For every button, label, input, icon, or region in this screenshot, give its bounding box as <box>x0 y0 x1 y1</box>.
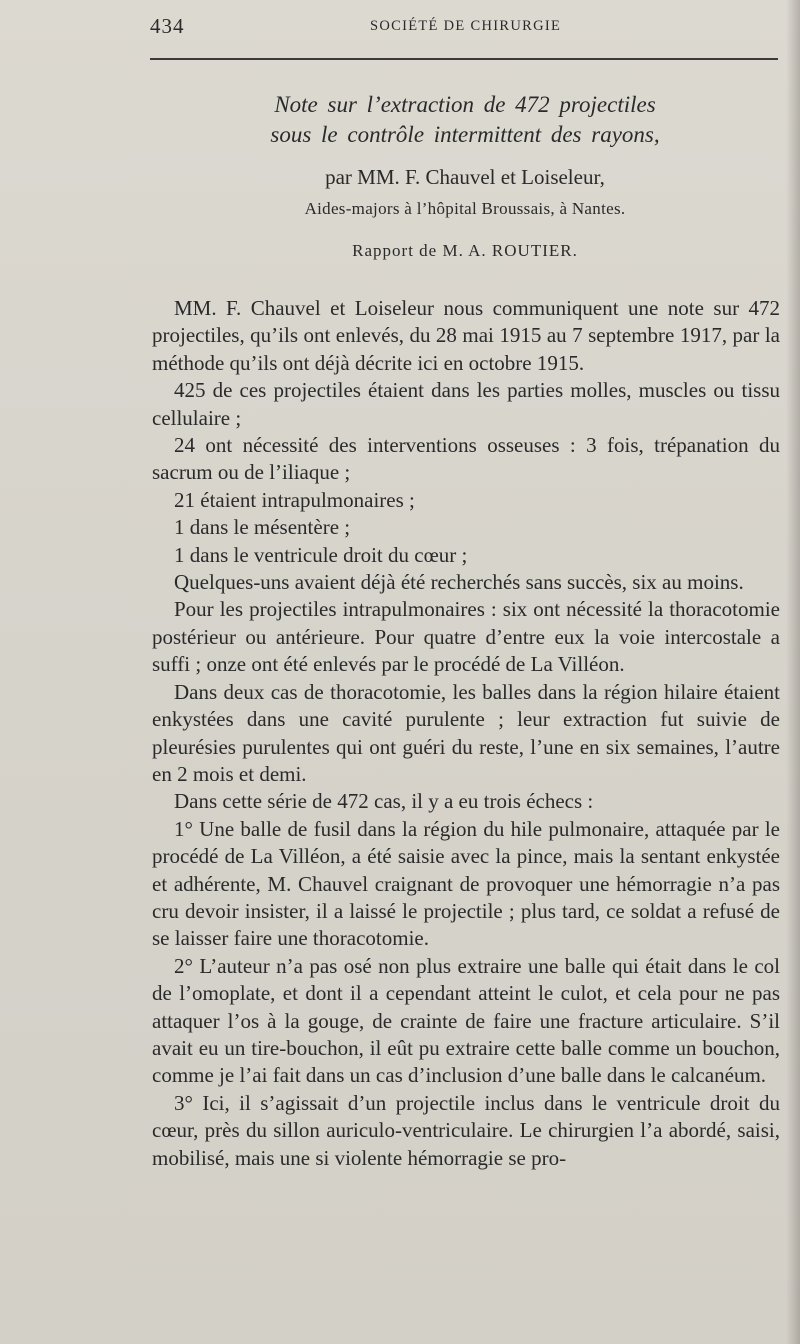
paragraph: Pour les projectiles intrapulmonaires : six ont nécessité la thoracotomie postérieur ou antérieure. Pour quatre d’entre eux la voie intercostale a suffi ; onze ont été enlevés par le procédé de La Villéon. <box>152 597 780 677</box>
paragraph: 1 dans le ventricule droit du cœur ; <box>174 542 468 567</box>
page-edge-shadow <box>786 0 800 1344</box>
page-number: 434 <box>150 14 185 38</box>
paragraph: 2° L’auteur n’a pas osé non plus extraire une balle qui était dans le col de l’omoplate, et dont il a cependant atteint le culot, et cela pour ne pas attaquer l’os à la gouge, de crainte de faire une fracture articulaire. S’il avait eu un tire-bouchon, il eût pu extraire cette balle comme un bouchon, comme je l’ai fait dans un cas d’inclusion d’une balle dans le calcanéum. <box>152 953 780 1088</box>
paragraph: Dans cette série de 472 cas, il y a eu trois échecs : <box>174 789 594 814</box>
paragraph: 3° Ici, il s’agissait d’un projectile inclus dans le ventricule droit du cœur, près du sillon auriculo-ventriculaire. Le chirurgien l’a abordé, saisi, mobilisé, mais une si violente hémorragie se pro- <box>152 1090 780 1170</box>
header-rule <box>150 58 778 60</box>
page-header <box>150 14 782 46</box>
authors: par MM. F. Chauvel et Loiseleur, <box>325 165 605 189</box>
paragraph: Quelques-uns avaient déjà été recherchés sans succès, six au moins. <box>174 570 744 595</box>
title-block <box>150 90 780 264</box>
running-head: SOCIÉTÉ DE CHIRURGIE <box>370 18 562 34</box>
paragraph: MM. F. Chauvel et Loiseleur nous communiquent une note sur 472 projectiles, qu’ils ont enlevés, du 28 mai 1915 au 7 septembre 1917, par la méthode qu’ils ont déjà décrite ici en octobre 1915. <box>152 296 780 375</box>
report-line: Rapport de M. A. ROUTIER. <box>352 241 578 260</box>
paragraph: 24 ont nécessité des interventions osseuses : 3 fois, trépanation du sacrum ou de l’iliaque ; <box>152 433 780 485</box>
paragraph: 21 étaient intrapulmonaires ; <box>174 487 415 512</box>
paragraph: Dans deux cas de thoracotomie, les balles dans la région hilaire étaient enkystées dans une cavité purulente ; leur extraction fut suivie de pleurésies purulentes qui ont guéri du reste, l’une en six semaines, l’autre en 2 mois et demi. <box>152 679 780 786</box>
paragraph: 425 de ces projectiles étaient dans les parties molles, muscles ou tissu cellulaire ; <box>152 378 780 430</box>
article-title <box>150 90 780 150</box>
body-text <box>152 295 780 1172</box>
paragraph: 1 dans le mésentère ; <box>174 515 351 540</box>
paragraph: 1° Une balle de fusil dans la région du hile pulmonaire, attaquée par le procédé de La Villéon, a été saisie avec la pince, mais la sentant enkystée et adhérente, M. Chauvel craignant de provoquer une hémorragie n’a pas cru devoir insister, il a laissé le projectile ; plus tard, ce soldat a refusé de se laisser faire une thoracotomie. <box>152 816 780 951</box>
affiliation: Aides-majors à l’hôpital Broussais, à Nantes. <box>304 199 626 218</box>
title-line-1: Note sur l’extraction de 472 projectiles <box>274 92 656 117</box>
title-line-2: sous le contrôle intermittent des rayons, <box>270 122 660 147</box>
